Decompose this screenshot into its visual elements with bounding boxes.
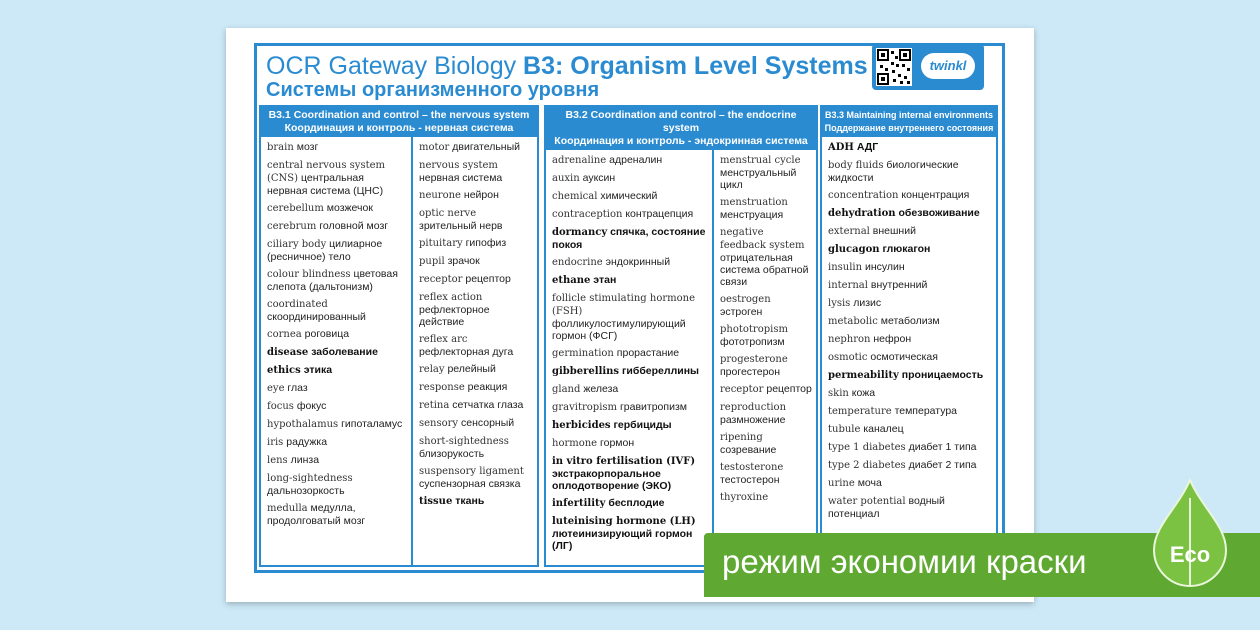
vocab-term bbox=[552, 347, 708, 360]
term-english: water potential bbox=[828, 496, 906, 507]
section-endocrine-system bbox=[544, 105, 818, 567]
term-english: herbicides bbox=[552, 420, 611, 431]
term-russian: осмотическая bbox=[870, 351, 938, 363]
vocab-term bbox=[828, 297, 992, 310]
eco-label: Eco bbox=[1169, 542, 1211, 567]
term-english: external bbox=[828, 226, 870, 237]
vocab-term bbox=[828, 243, 992, 256]
term-english: insulin bbox=[828, 262, 863, 273]
vocab-term bbox=[828, 495, 992, 520]
term-russian: контрацепция bbox=[625, 208, 694, 220]
vocab-term bbox=[720, 383, 812, 396]
vocab-term bbox=[419, 399, 533, 412]
term-russian: рефлекторная дуга bbox=[419, 346, 514, 358]
vocab-term bbox=[828, 351, 992, 364]
term-english: chemical bbox=[552, 191, 598, 202]
vocab-term bbox=[828, 261, 992, 274]
term-english: temperature bbox=[828, 406, 892, 417]
vocab-term bbox=[828, 279, 992, 292]
vocab-term bbox=[720, 353, 812, 378]
vocab-term bbox=[419, 237, 533, 250]
term-english: tissue bbox=[419, 496, 453, 507]
term-russian: проницаемость bbox=[901, 369, 984, 381]
section-header: B3.3 Maintaining internal environments Поддержание внутреннего состояния bbox=[822, 107, 996, 137]
term-russian: размножение bbox=[720, 414, 786, 426]
term-english: internal bbox=[828, 280, 868, 291]
term-russian: прорастание bbox=[616, 347, 680, 359]
term-english: short-sightedness bbox=[419, 436, 509, 447]
term-english: pupil bbox=[419, 256, 445, 267]
term-russian: эстроген bbox=[720, 306, 763, 318]
term-english: osmotic bbox=[828, 352, 868, 363]
vocab-term bbox=[267, 141, 407, 154]
term-russian: головной мозг bbox=[319, 220, 389, 232]
term-english: cornea bbox=[267, 329, 302, 340]
vocab-term bbox=[419, 273, 533, 286]
vocab-term bbox=[828, 387, 992, 400]
vocab-term bbox=[267, 298, 407, 323]
page-title: OCR Gateway Biology B3: Organism Level Systems bbox=[266, 52, 868, 80]
term-english: focus bbox=[267, 401, 294, 412]
term-english: progesterone bbox=[720, 354, 788, 365]
term-english: hypothalamus bbox=[267, 419, 339, 430]
term-russian: прогестерон bbox=[720, 366, 781, 378]
term-russian: цветовая слепота (дальтонизм) bbox=[267, 268, 398, 293]
term-english: central nervous system (CNS) bbox=[267, 160, 385, 184]
term-english: motor bbox=[419, 142, 450, 153]
term-russian: гипоталамус bbox=[341, 418, 403, 430]
vocab-term bbox=[828, 369, 992, 382]
vocab-term bbox=[419, 255, 533, 268]
term-russian: центральная нервная система (ЦНС) bbox=[267, 172, 384, 197]
term-russian: концентрация bbox=[901, 189, 970, 201]
term-russian: ткань bbox=[455, 495, 485, 507]
vocab-term bbox=[419, 465, 533, 490]
section-header: B3.2 Coordination and control – the endocrine system Координация и контроль - эндокринная система bbox=[546, 107, 816, 150]
term-english: optic nerve bbox=[419, 208, 477, 219]
vocab-term bbox=[419, 435, 533, 460]
vocab-term bbox=[828, 441, 992, 454]
term-russian: нефрон bbox=[873, 333, 912, 345]
term-english: lens bbox=[267, 455, 288, 466]
term-english: luteinising hormone (LH) bbox=[552, 516, 696, 527]
vocab-term bbox=[552, 190, 708, 203]
term-english: tubule bbox=[828, 424, 861, 435]
vocab-term bbox=[267, 328, 407, 341]
term-russian: обезвоживание bbox=[898, 207, 980, 219]
term-russian: менструальный цикл bbox=[720, 167, 797, 191]
term-russian: радужка bbox=[286, 436, 328, 448]
vocab-term bbox=[828, 423, 992, 436]
term-english: urine bbox=[828, 478, 855, 489]
term-russian: лизис bbox=[853, 297, 882, 309]
term-russian: двигательный bbox=[452, 141, 521, 153]
term-russian: зрачок bbox=[447, 255, 480, 267]
term-russian: АДГ bbox=[856, 141, 879, 153]
term-russian: рецептор bbox=[766, 383, 812, 395]
section-header: B3.1 Coordination and control – the nervous system Координация и контроль - нервная система bbox=[261, 107, 537, 137]
term-russian: лютеинизирующий гормон (ЛГ) bbox=[552, 528, 693, 552]
term-english: menstruation bbox=[720, 197, 788, 208]
vocab-term bbox=[720, 323, 812, 348]
vocab-term bbox=[720, 293, 812, 318]
term-russian: менструация bbox=[720, 209, 784, 221]
vocab-term bbox=[552, 154, 708, 167]
twinkl-logo: twinkl bbox=[921, 53, 975, 79]
term-english: ADH bbox=[828, 142, 854, 153]
term-english: disease bbox=[267, 347, 309, 358]
term-english: negative feedback system bbox=[720, 227, 805, 251]
vocab-term bbox=[720, 226, 812, 288]
term-russian: зрительный нерв bbox=[419, 220, 503, 232]
page-title-russian: Системы организменного уровня bbox=[266, 79, 600, 101]
vocab-term bbox=[552, 419, 708, 432]
term-english: infertility bbox=[552, 498, 606, 509]
vocab-term bbox=[552, 437, 708, 450]
vocab-term bbox=[419, 495, 533, 508]
term-russian: нервная система bbox=[419, 172, 503, 184]
term-russian: глюкагон bbox=[882, 243, 931, 255]
term-english: ripening bbox=[720, 432, 763, 443]
term-russian: созревание bbox=[720, 444, 777, 456]
term-english: nephron bbox=[828, 334, 871, 345]
term-russian: внутренний bbox=[870, 279, 928, 291]
term-russian: адреналин bbox=[609, 154, 663, 166]
term-russian: фокус bbox=[296, 400, 327, 412]
term-russian: гормон bbox=[600, 437, 635, 449]
term-russian: тестостерон bbox=[720, 474, 780, 486]
term-russian: релейный bbox=[447, 363, 496, 375]
term-russian: сенсорный bbox=[461, 417, 515, 429]
term-russian: диабет 1 типа bbox=[908, 441, 977, 453]
term-russian: медулла, продолговатый мозг bbox=[267, 502, 366, 527]
term-russian: гербициды bbox=[613, 419, 672, 431]
term-english: retina bbox=[419, 400, 450, 411]
term-english: auxin bbox=[552, 173, 580, 184]
term-english: ethane bbox=[552, 275, 591, 286]
vocab-term bbox=[552, 401, 708, 414]
term-english: reproduction bbox=[720, 402, 787, 413]
term-russian: близорукость bbox=[419, 448, 485, 460]
term-english: ethics bbox=[267, 365, 301, 376]
term-english: gravitropism bbox=[552, 402, 618, 413]
term-russian: цилиарное (ресничное) тело bbox=[267, 238, 383, 263]
term-russian: кожа bbox=[851, 387, 876, 399]
term-russian: диабет 2 типа bbox=[908, 459, 977, 471]
vocab-term bbox=[419, 189, 533, 202]
vocab-term bbox=[419, 333, 533, 358]
term-russian: глаз bbox=[287, 382, 308, 394]
term-russian: водный потенциал bbox=[828, 495, 945, 520]
term-english: eye bbox=[267, 383, 285, 394]
vocab-term bbox=[267, 238, 407, 263]
qr-code-icon bbox=[876, 48, 912, 86]
vocab-term bbox=[828, 225, 992, 238]
term-english: coordinated bbox=[267, 299, 328, 310]
term-english: glucagon bbox=[828, 244, 880, 255]
vocab-term bbox=[720, 196, 812, 221]
term-english: medulla bbox=[267, 503, 308, 514]
vocab-term bbox=[267, 436, 407, 449]
term-russian: спячка, состояние покоя bbox=[552, 226, 706, 251]
vocab-term bbox=[552, 365, 708, 378]
vocab-term bbox=[419, 159, 533, 184]
term-russian: мозжечок bbox=[326, 202, 373, 214]
term-column bbox=[712, 150, 816, 580]
vocab-term bbox=[720, 461, 812, 486]
vocab-term bbox=[828, 207, 992, 220]
vocab-term bbox=[267, 472, 407, 497]
term-english: body fluids bbox=[828, 160, 884, 171]
vocab-term bbox=[828, 459, 992, 472]
term-english: relay bbox=[419, 364, 445, 375]
vocab-term bbox=[267, 346, 407, 359]
term-russian: фолликулостимулирующий гормон (ФСГ) bbox=[552, 318, 686, 342]
term-russian: экстракорпоральное оплодотворение (ЭКО) bbox=[552, 468, 672, 492]
vocab-term bbox=[267, 202, 407, 215]
term-russian: реакция bbox=[467, 381, 508, 393]
term-english: dormancy bbox=[552, 227, 608, 238]
vocab-term bbox=[552, 292, 708, 342]
section-internal-environments bbox=[820, 105, 998, 567]
vocab-term bbox=[552, 455, 708, 492]
term-english: pituitary bbox=[419, 238, 463, 249]
vocab-term bbox=[552, 515, 708, 552]
vocab-term bbox=[267, 364, 407, 377]
vocab-term bbox=[828, 159, 992, 184]
term-english: type 1 diabetes bbox=[828, 442, 906, 453]
term-english: type 2 diabetes bbox=[828, 460, 906, 471]
term-english: phototropism bbox=[720, 324, 788, 335]
term-russian: ауксин bbox=[582, 172, 616, 184]
term-english: dehydration bbox=[828, 208, 896, 219]
vocab-term bbox=[419, 381, 533, 394]
term-column bbox=[411, 137, 537, 567]
term-english: follicle stimulating hormone (FSH) bbox=[552, 293, 695, 317]
ink-saving-label: режим экономии краски bbox=[722, 543, 1087, 580]
term-russian: химический bbox=[600, 190, 658, 202]
vocab-term bbox=[267, 159, 407, 197]
term-english: concentration bbox=[828, 190, 899, 201]
term-english: cerebellum bbox=[267, 203, 324, 214]
term-russian: нейрон bbox=[463, 189, 499, 201]
vocab-term bbox=[552, 256, 708, 269]
vocab-term bbox=[552, 383, 708, 396]
vocab-term bbox=[419, 291, 533, 328]
term-english: endocrine bbox=[552, 257, 603, 268]
term-english: lysis bbox=[828, 298, 851, 309]
vocab-term bbox=[267, 418, 407, 431]
vocab-term bbox=[267, 502, 407, 527]
term-russian: этика bbox=[303, 364, 333, 376]
term-russian: эндокринный bbox=[605, 256, 671, 268]
term-english: testosterone bbox=[720, 462, 784, 473]
eco-leaf-icon bbox=[1150, 478, 1230, 588]
term-russian: роговица bbox=[304, 328, 350, 340]
term-russian: каналец bbox=[863, 423, 904, 435]
term-russian: отрицательная система обратной связи bbox=[720, 252, 809, 288]
term-english: brain bbox=[267, 142, 294, 153]
term-russian: инсулин bbox=[864, 261, 905, 273]
term-russian: моча bbox=[857, 477, 882, 489]
term-english: response bbox=[419, 382, 465, 393]
vocab-term bbox=[720, 154, 812, 191]
vocab-term bbox=[552, 274, 708, 287]
term-english: reflex action bbox=[419, 292, 483, 303]
term-english: contraception bbox=[552, 209, 623, 220]
term-russian: температура bbox=[894, 405, 958, 417]
term-column bbox=[261, 137, 411, 567]
term-english: sensory bbox=[419, 418, 459, 429]
term-russian: дальнозоркость bbox=[267, 485, 345, 497]
vocab-term bbox=[552, 208, 708, 221]
vocab-term bbox=[419, 207, 533, 232]
vocab-term bbox=[828, 333, 992, 346]
term-english: menstrual cycle bbox=[720, 155, 801, 166]
term-english: suspensory ligament bbox=[419, 466, 524, 477]
vocab-term bbox=[828, 189, 992, 202]
term-russian: фототропизм bbox=[720, 336, 785, 348]
vocab-term bbox=[828, 405, 992, 418]
vocab-term bbox=[828, 315, 992, 328]
term-english: gibberellins bbox=[552, 366, 620, 377]
term-russian: метаболизм bbox=[880, 315, 940, 327]
term-english: iris bbox=[267, 437, 284, 448]
term-english: neurone bbox=[419, 190, 461, 201]
term-english: nervous system bbox=[419, 160, 498, 171]
term-english: hormone bbox=[552, 438, 598, 449]
vocab-term bbox=[552, 226, 708, 251]
term-russian: железа bbox=[583, 383, 619, 395]
vocab-term bbox=[267, 220, 407, 233]
term-russian: внешний bbox=[872, 225, 916, 237]
vocab-term bbox=[720, 401, 812, 426]
term-russian: гипофиз bbox=[465, 237, 507, 249]
vocab-term bbox=[419, 417, 533, 430]
vocab-term bbox=[267, 382, 407, 395]
term-russian: скоординированный bbox=[267, 311, 366, 323]
term-russian: заболевание bbox=[311, 346, 378, 358]
section-nervous-system bbox=[259, 105, 539, 567]
term-russian: биологические жидкости bbox=[828, 159, 959, 184]
term-russian: сетчатка глаза bbox=[452, 399, 524, 411]
term-russian: мозг bbox=[296, 141, 319, 153]
term-russian: линза bbox=[290, 454, 320, 466]
vocab-term bbox=[419, 363, 533, 376]
term-column bbox=[822, 137, 996, 567]
term-english: receptor bbox=[720, 384, 764, 395]
vocab-term bbox=[552, 497, 708, 510]
term-english: thyroxine bbox=[720, 492, 769, 503]
term-russian: этан bbox=[593, 274, 617, 286]
term-russian: суспензорная связка bbox=[419, 478, 521, 490]
term-russian: гиббереллины bbox=[622, 365, 699, 377]
term-russian: рецептор bbox=[465, 273, 511, 285]
vocab-term bbox=[720, 491, 812, 504]
term-russian: гравитропизм bbox=[619, 401, 687, 413]
vocab-term bbox=[267, 268, 407, 293]
term-english: in vitro fertilisation (IVF) bbox=[552, 456, 696, 467]
term-english: metabolic bbox=[828, 316, 878, 327]
term-english: reflex arc bbox=[419, 334, 468, 345]
term-column bbox=[546, 150, 712, 580]
vocab-term bbox=[552, 172, 708, 185]
term-english: germination bbox=[552, 348, 614, 359]
term-english: adrenaline bbox=[552, 155, 607, 166]
vocab-term bbox=[828, 141, 992, 154]
vocab-term bbox=[419, 141, 533, 154]
term-english: skin bbox=[828, 388, 849, 399]
vocab-term bbox=[828, 477, 992, 490]
term-english: permeability bbox=[828, 370, 899, 381]
term-english: receptor bbox=[419, 274, 463, 285]
term-english: long-sightedness bbox=[267, 473, 353, 484]
vocab-term bbox=[267, 400, 407, 413]
term-english: colour blindness bbox=[267, 269, 351, 280]
term-english: cerebrum bbox=[267, 221, 317, 232]
term-russian: рефлекторное действие bbox=[419, 304, 490, 328]
term-english: oestrogen bbox=[720, 294, 771, 305]
term-english: gland bbox=[552, 384, 581, 395]
term-russian: бесплодие bbox=[608, 497, 665, 509]
vocab-term bbox=[267, 454, 407, 467]
vocab-term bbox=[720, 431, 812, 456]
term-english: ciliary body bbox=[267, 239, 327, 250]
